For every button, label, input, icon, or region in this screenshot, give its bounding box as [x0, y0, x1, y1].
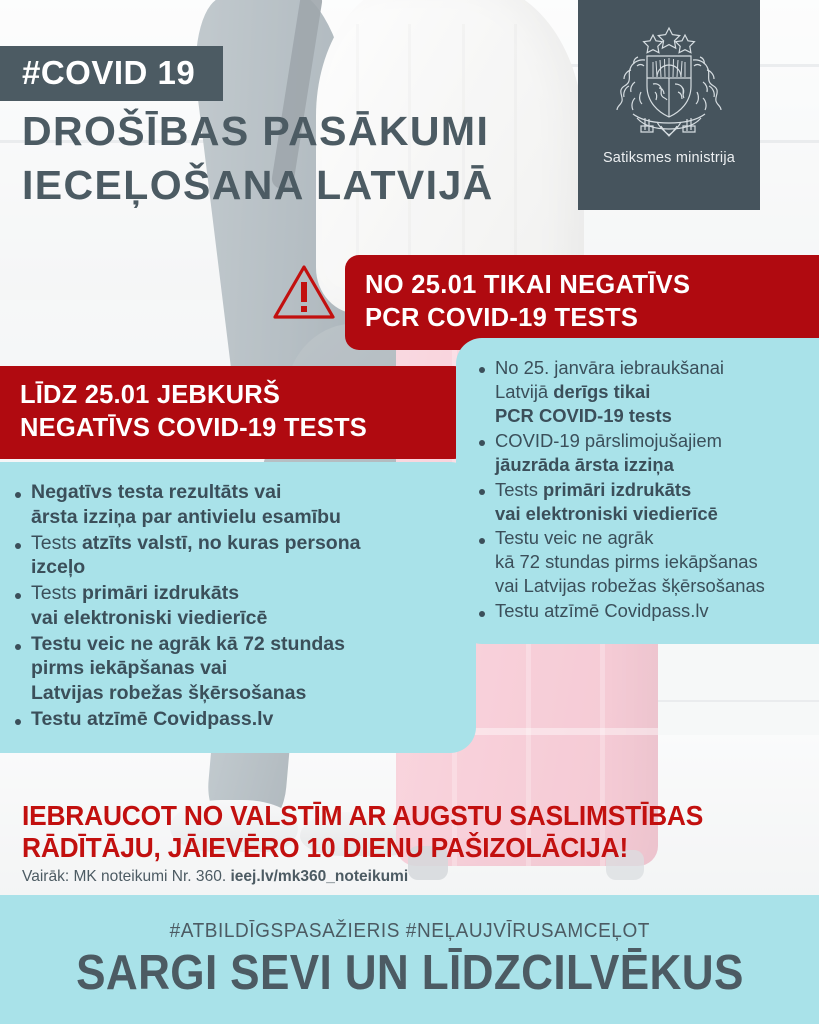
list-item: Testu veic ne agrāk kā 72 stundas pirms iekāpšanas vai Latvijas robežas šķērsošanas — [12, 632, 462, 706]
page-title-line-1: DROŠĪBAS PASĀKUMI — [22, 108, 490, 154]
banner-left-line-2: NEGATĪVS COVID-19 TESTS — [20, 413, 368, 442]
self-isolation-warning — [22, 800, 765, 865]
covid-tag: #COVID 19 — [0, 46, 223, 101]
source-reference — [22, 868, 408, 886]
banner-left-line-1: LĪDZ 25.01 JEBKURŠ — [20, 381, 281, 409]
list-item: Testu atzīmē Covidpass.lv — [476, 599, 819, 623]
list-item: Tests primāri izdrukāts vai elektroniski viedierīcē — [12, 581, 462, 631]
list-item: Tests atzīts valstī, no kuras persona izceļo — [12, 531, 462, 581]
banner-until-2501 — [0, 366, 476, 459]
source-link[interactable]: ieej.lv/mk360_noteikumi — [230, 868, 409, 885]
self-isolation-line-2: RĀDĪTĀJU, JĀIEVĒRO 10 DIENU PAŠIZOLĀCIJA! — [22, 832, 629, 864]
warning-triangle-icon — [272, 262, 336, 322]
page-title-line-2: IECEĻOŠANA LATVIJĀ — [22, 162, 494, 209]
rules-list-right — [476, 356, 819, 623]
rules-list-left — [12, 480, 462, 732]
list-item: No 25. janvāra iebraukšanai Latvijā derīgs tikai PCR COVID-19 tests — [476, 356, 819, 428]
list-item: Negatīvs testa rezultāts vai ārsta izziņa par antivielu esamību — [12, 480, 462, 530]
list-item: Testu veic ne agrāk kā 72 stundas pirms iekāpšanas vai Latvijas robežas šķērsošanas — [476, 526, 819, 598]
footer-hashtags: #ATBILDĪGSPASAŽIERIS #NEĻAUJVĪRUSAMCEĻOT — [169, 919, 650, 942]
panel-from-2501-rules — [456, 338, 819, 644]
banner-right-line-2: PCR COVID-19 TESTS — [365, 303, 639, 332]
latvia-coat-of-arms-icon — [615, 22, 723, 140]
ministry-label: Satiksmes ministrija — [602, 150, 736, 166]
list-item: Testu atzīmē Covidpass.lv — [12, 707, 462, 732]
list-item: Tests primāri izdrukāts vai elektroniski viedierīcē — [476, 478, 819, 526]
list-item: COVID-19 pārslimojušajiem jāuzrāda ārsta izziņa — [476, 429, 819, 477]
ministry-logo — [578, 0, 760, 210]
banner-right-line-1: NO 25.01 TIKAI NEGATĪVS — [365, 271, 691, 299]
banner-from-2501 — [345, 255, 819, 350]
self-isolation-line-1: IEBRAUCOT NO VALSTĪM AR AUGSTU SASLIMSTĪBAS — [22, 800, 704, 831]
page-title — [22, 104, 494, 212]
footer-slogan: SARGI SEVI UN LĪDZCILVĒKUS — [75, 945, 744, 1000]
footer — [0, 895, 819, 1024]
panel-until-2501-rules — [0, 462, 476, 753]
source-prefix: Vairāk: MK noteikumi Nr. 360. — [22, 868, 231, 885]
